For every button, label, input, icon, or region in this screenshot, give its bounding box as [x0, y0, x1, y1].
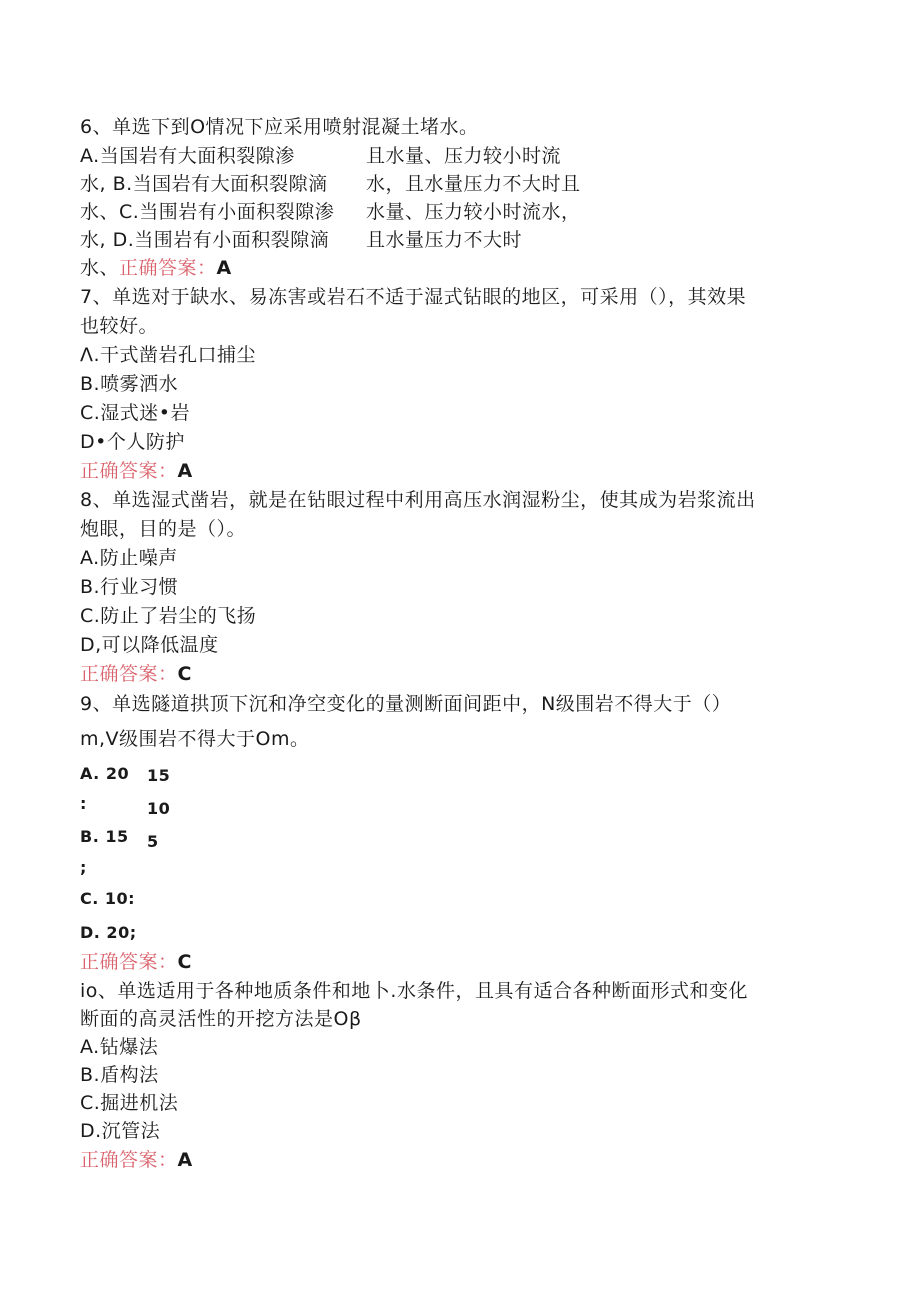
q7-stem-line2: 也较好。: [80, 315, 159, 337]
q10-stem-line2: 断面的高灵活性的开挖方法是Oβ: [80, 1008, 362, 1030]
q7-option-c: C.湿式迷•岩: [80, 402, 191, 424]
answer-label: 正确答案：: [80, 1149, 178, 1171]
q9-option-a: A. 20: [80, 764, 130, 783]
q6-option-line: 且水量、压力较小时流: [366, 145, 562, 167]
answer-label: 正确答案：: [80, 951, 178, 973]
answer-label: 正确答案：: [80, 663, 178, 685]
q8-option-c: C.防止了岩尘的飞扬: [80, 605, 257, 627]
q8-stem-line2: 炮眼，目的是（）。: [80, 518, 247, 540]
q6-option-line: 水，且水量压力不大时且: [366, 173, 581, 195]
answer-value: C: [177, 663, 192, 685]
answer-label: 正确答案：: [119, 257, 217, 279]
q10-option-c: C.掘进机法: [80, 1092, 179, 1114]
q9-separator: ;: [80, 858, 87, 877]
q8-option-b: B.行业习惯: [80, 576, 179, 598]
q6-option-line: 水, B.当国岩有大面积裂隙滴: [80, 173, 328, 195]
q10-option-d: D.沉管法: [80, 1120, 161, 1142]
q6-option-line: A.当国岩有大面积裂隙渗: [80, 145, 295, 167]
q9-stem-line1: 9、单选隧道拱顶下沉和净空变化的量测断面间距中，N级围岩不得大于（）: [80, 693, 732, 715]
answer-value: A: [216, 257, 232, 279]
q9-answer-row: [80, 949, 192, 975]
q6-option-line: 水, D.当围岩有小面积裂隙滴: [80, 229, 330, 251]
q9-value: 5: [147, 832, 159, 851]
q9-stem-line2: m,V级围岩不得大于Om。: [80, 728, 310, 750]
q6-stem: 6、单选下到O情况下应采用喷射混凝土堵水。: [80, 116, 479, 138]
q9-option-b: B. 15: [80, 827, 129, 846]
q8-stem-line1: 8、单选湿式凿岩，就是在钻眼过程中利用高压水润湿粉尘，使其成为岩浆流出: [80, 489, 756, 511]
q10-option-a: A.钻爆法: [80, 1036, 159, 1058]
q10-option-b: B.盾构法: [80, 1064, 159, 1086]
answer-value: C: [177, 951, 192, 973]
answer-value: A: [177, 460, 193, 482]
q7-stem-line1: 7、单选对于缺水、易冻害或岩石不适于湿式钻眼的地区，可采用（），其效果: [80, 286, 747, 308]
q6-option-line: 水量、压力较小时流水，: [366, 201, 581, 223]
q7-option-a: Λ.干式凿岩孔口捕尘: [80, 344, 257, 366]
q6-answer-row: [80, 255, 232, 281]
q8-answer-row: [80, 661, 192, 687]
q8-option-a: A.防止噪声: [80, 547, 178, 569]
q9-option-c: C. 10:: [80, 889, 136, 908]
q7-option-d: D•个人防护: [80, 431, 185, 453]
q8-option-d: D,可以降低温度: [80, 634, 219, 656]
q6-option-line: 且水量压力不大时: [366, 229, 523, 251]
answer-label: 正确答案：: [80, 460, 178, 482]
q9-value: 15: [147, 766, 171, 785]
q9-separator: :: [80, 794, 87, 813]
q7-option-b: B.喷雾洒水: [80, 373, 179, 395]
q9-value: 10: [147, 799, 171, 818]
q6-option-line: 水、C.当围岩有小面积裂隙渗: [80, 201, 335, 223]
q9-option-d: D. 20;: [80, 923, 137, 942]
q10-answer-row: [80, 1147, 193, 1173]
answer-value: A: [177, 1149, 193, 1171]
q6-option-line: 水、: [80, 257, 120, 279]
q7-answer-row: [80, 458, 193, 484]
q10-stem-line1: io、单选适用于各种地质条件和地卜.水条件，且具有适合各种断面形式和变化: [80, 980, 748, 1002]
